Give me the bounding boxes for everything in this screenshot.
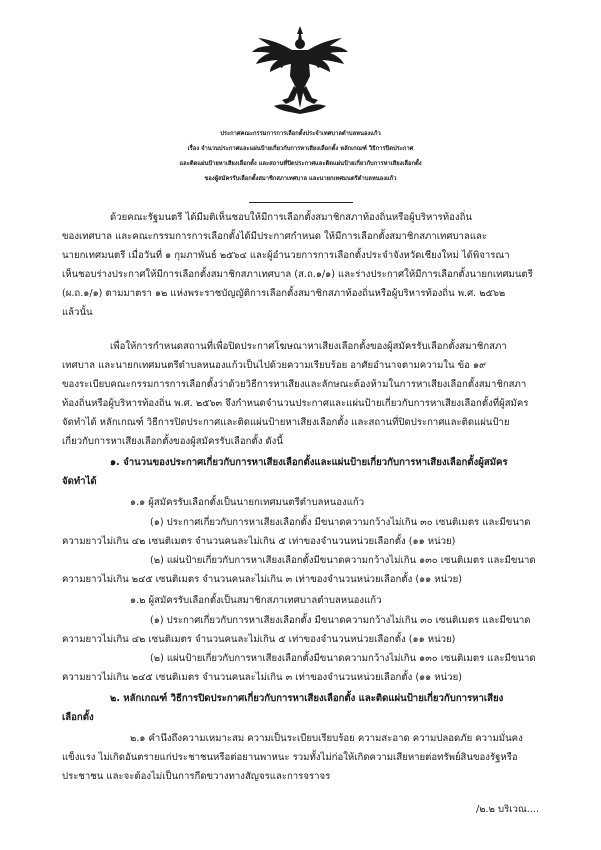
section-heading: ๑. จำนวนของประกาศเกี่ยวกับการหาเสียงเลือกตั้งและแผ่นป้ายเกี่ยวกับการหาเสียงเลือกตั้งผู้สมัคร bbox=[110, 457, 508, 468]
body-line: ความยาวไม่เกิน ๔๒ เซนติเมตร จำนวนคนละไม่เกิน ๕ เท่าของจำนวนหน่วยเลือกตั้ง (๑๑ หน่วย) bbox=[62, 634, 456, 645]
body-line: (ผ.ถ.๑/๑) ตามมาตรา ๑๒ แห่งพระราชบัญญัติการเลือกตั้งสมาชิกสภาท้องถิ่นหรือผู้บริหารท้องถิ่น พ.ศ. ๒๕๖๒ bbox=[62, 288, 506, 299]
body-line: จัดทำได้ หลักเกณฑ์ วิธีการปิดประกาศและติดแผ่นป้ายหาเสียงเลือกตั้ง และสถานที่ปิดประกาศและติดแผ่นป้าย bbox=[62, 417, 510, 428]
section-heading: จัดทำได้ bbox=[62, 476, 97, 487]
section-heading: ๒. หลักเกณฑ์ วิธีการปิดประกาศเกี่ยวกับการหาเสียงเลือกตั้ง และติดแผ่นป้ายเกี่ยวกับการหาเสียง bbox=[110, 693, 504, 704]
body-line: เห็นชอบร่างประกาศให้มีการเลือกตั้งสมาชิกสภาเทศบาล (ส.ถ.๑/๑) และร่างประกาศให้มีการเลือกตั้งนายกเทศมนตรี bbox=[62, 269, 533, 280]
body-line: ท้องถิ่นหรือผู้บริหารท้องถิ่น พ.ศ. ๒๕๖๓ จึงกำหนดจำนวนประกาศและแผ่นป้ายเกี่ยวกับการหาเสียงเลือกตั้งที่ผู้สมัคร bbox=[62, 398, 529, 409]
body-line: (๒) แผ่นป้ายเกี่ยวกับการหาเสียงเลือกตั้งมีขนาดความกว้างไม่เกิน ๑๓๐ เซนติเมตร และมีขนาด bbox=[150, 555, 536, 566]
title-line-3: และติดแผ่นป้ายหาเสียงเลือกตั้ง และสถานที่ปิดประกาศและติดแผ่นป้ายเกี่ยวกับการหาเสียงเลือกตั้ง bbox=[179, 161, 422, 167]
title-line-4: ของผู้สมัครรับเลือกตั้งสมาชิกสภาเทศบาล และนายกเทศมนตรีตำบลหนองแก้ว bbox=[204, 176, 397, 182]
section-heading: เลือกตั้ง bbox=[62, 712, 94, 723]
body-line: (๒) แผ่นป้ายเกี่ยวกับการหาเสียงเลือกตั้งมีขนาดความกว้างไม่เกิน ๑๓๐ เซนติเมตร และมีขนาด bbox=[150, 653, 536, 664]
body-line: ๒.๑ คำนึงถึงความเหมาะสม ความเป็นระเบียบเรียบร้อย ความสะอาด ความปลอดภัย ความมั่นคง bbox=[130, 733, 523, 744]
body-line: เกี่ยวกับการหาเสียงเลือกตั้งของผู้สมัครรับเลือกตั้ง ดังนี้ bbox=[62, 436, 283, 447]
body-line: (๑) ประกาศเกี่ยวกับการหาเสียงเลือกตั้ง มีขนาดความกว้างไม่เกิน ๓๐ เซนติเมตร และมีขนาด bbox=[150, 517, 531, 528]
body-line: แข็งแรง ไม่เกิดอันตรายแก่ประชาชนหรือต่อยานพาหนะ รวมทั้งไม่ก่อให้เกิดความเสียหายต่อทรัพย์สินของรัฐหรือ bbox=[62, 752, 518, 763]
body-line: ความยาวไม่เกิน ๒๔๕ เซนติเมตร จำนวนคนละไม่เกิน ๓ เท่าของจำนวนหน่วยเลือกตั้ง (๑๑ หน่วย) bbox=[62, 672, 462, 683]
body-line: นายกเทศมนตรี เมื่อวันที่ ๑ กุมภาพันธ์ ๒๕๖๔ และผู้อำนวยการการเลือกตั้งประจำจังหวัดเชียงใหม่ ได้พิจารณา bbox=[62, 250, 510, 261]
body-line: ด้วยคณะรัฐมนตรี ได้มีมติเห็นชอบให้มีการเลือกตั้งสมาชิกสภาท้องถิ่นหรือผู้บริหารท้องถิ่น bbox=[110, 212, 472, 223]
body-line: ของเทศบาล และคณะกรรมการการเลือกตั้งได้มีประกาศกำหนด ให้มีการเลือกตั้งสมาชิกสภาเทศบาลและ bbox=[62, 231, 488, 242]
body-line: เพื่อให้การกำหนดสถานที่เพื่อปิดประกาศโฆษณาหาเสียงเลือกตั้งของผู้สมัครรับเลือกตั้งสมาชิกสภา bbox=[110, 341, 507, 352]
body-line: ของระเบียบคณะกรรมการการเลือกตั้งว่าด้วยวิธีการหาเสียงและลักษณะต้องห้ามในการหาเสียงเลือกตั้งสมาชิกสภา bbox=[62, 379, 527, 390]
subsection-heading: ๑.๒ ผู้สมัครรับเลือกตั้งเป็นสมาชิกสภาเทศบาลตำบลหนองแก้ว bbox=[130, 595, 382, 606]
continuation-marker: /๒.๒ บริเวณ.... bbox=[476, 804, 539, 815]
garuda-emblem-icon bbox=[248, 22, 352, 114]
subsection-heading: ๑.๑ ผู้สมัครรับเลือกตั้งเป็นนายกเทศมนตรีตำบลหนองแก้ว bbox=[130, 497, 365, 508]
body-line: ประชาชน และจะต้องไม่เป็นการกีดขวางทางสัญจรและการจราจร bbox=[62, 771, 331, 782]
body-line: เทศบาล และนายกเทศมนตรีตำบลหนองแก้วเป็นไปด้วยความเรียบร้อย อาศัยอำนาจตามความใน ข้อ ๑๙ bbox=[62, 360, 487, 371]
title-line-2: เรื่อง จำนวนประกาศและแผ่นป้ายเกี่ยวกับการหาเสียงเลือกตั้ง หลักเกณฑ์ วิธีการปิดประกาศ bbox=[187, 146, 414, 152]
title-line-1: ประกาศคณะกรรมการการเลือกตั้งประจำเทศบาลตำบลหนองแก้ว bbox=[220, 131, 381, 137]
body-line: ความยาวไม่เกิน ๔๒ เซนติเมตร จำนวนคนละไม่เกิน ๕ เท่าของจำนวนหน่วยเลือกตั้ง (๑๑ หน่วย) bbox=[62, 536, 456, 547]
body-line: ความยาวไม่เกิน ๒๔๕ เซนติเมตร จำนวนคนละไม่เกิน ๓ เท่าของจำนวนหน่วยเลือกตั้ง (๑๑ หน่วย) bbox=[62, 574, 462, 585]
body-line: (๑) ประกาศเกี่ยวกับการหาเสียงเลือกตั้ง มีขนาดความกว้างไม่เกิน ๓๐ เซนติเมตร และมีขนาด bbox=[150, 615, 531, 626]
title-divider bbox=[249, 202, 353, 203]
body-line: แล้วนั้น bbox=[62, 307, 93, 318]
